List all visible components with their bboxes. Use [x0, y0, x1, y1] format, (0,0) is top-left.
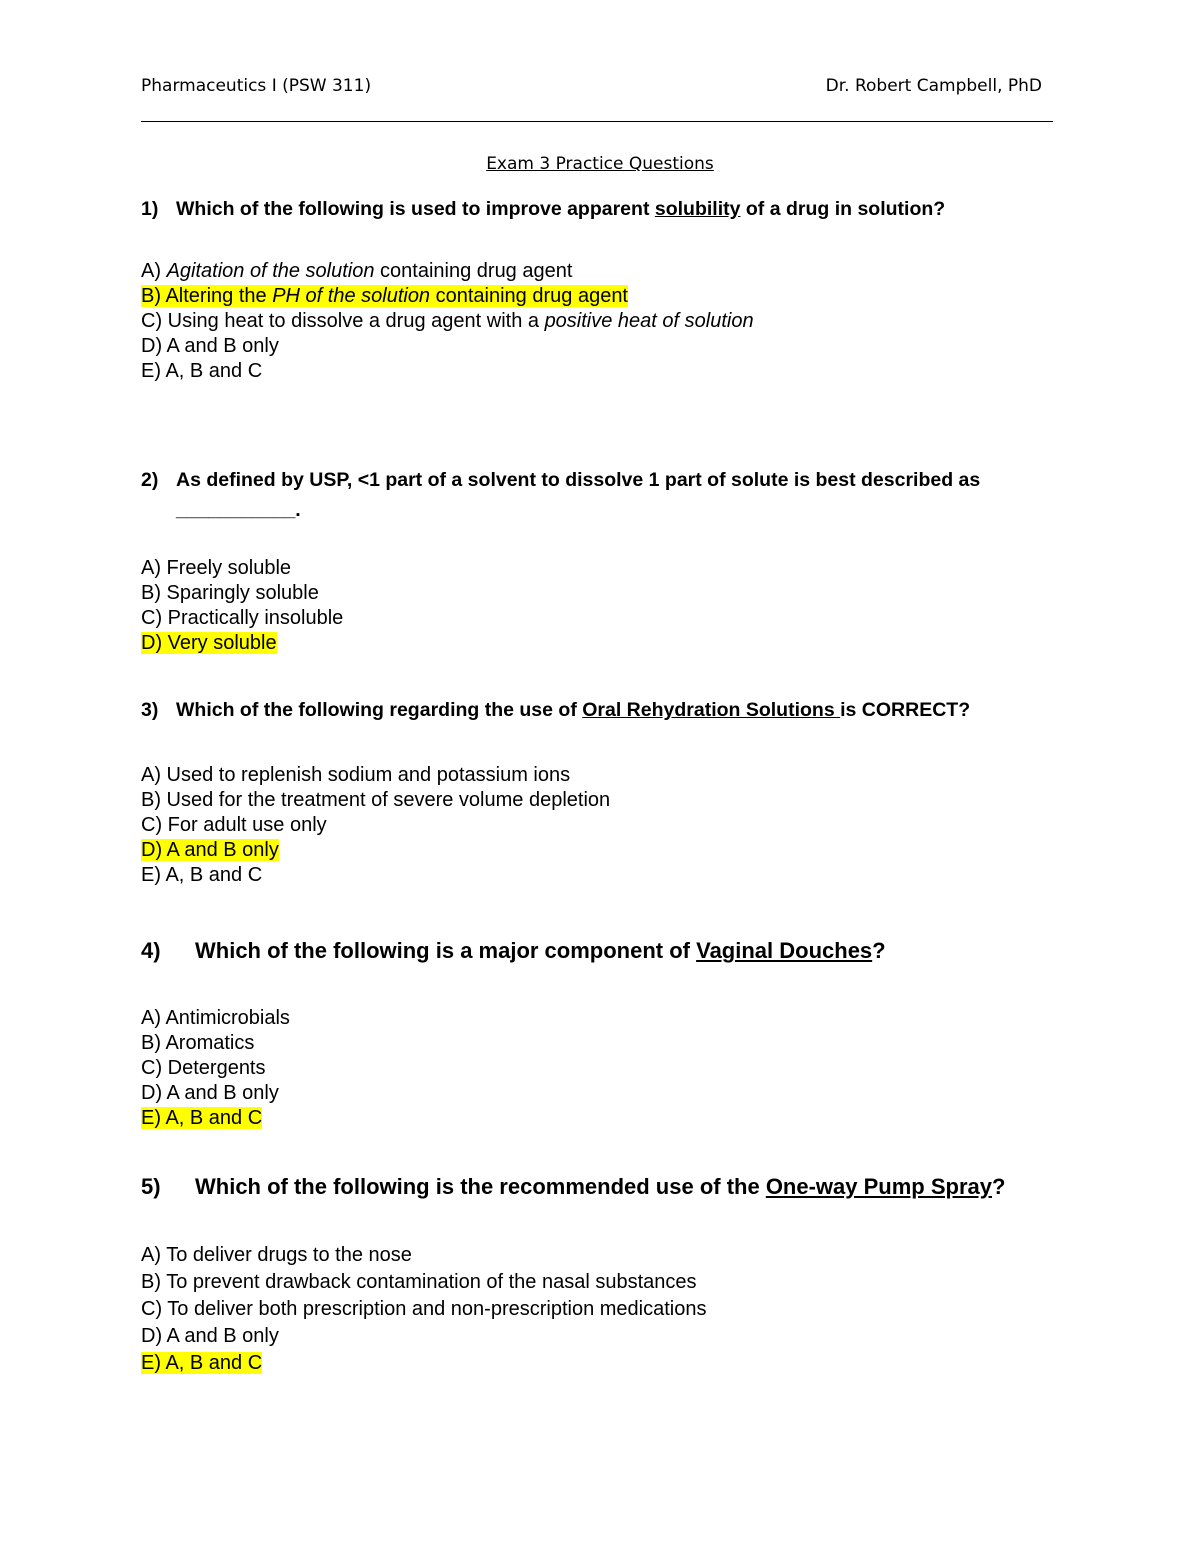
- option-b: B) Used for the treatment of severe volume depletion: [141, 789, 611, 811]
- question-number: 2): [141, 469, 159, 491]
- option-c: C) To deliver both prescription and non-prescription medications: [141, 1298, 707, 1320]
- option-d-answer: [141, 838, 610, 863]
- answer-highlight: D) A and B only: [141, 839, 279, 861]
- option-a: A) Antimicrobials: [141, 1007, 290, 1029]
- question-3-options: [141, 763, 610, 888]
- question-4-options: [141, 1006, 290, 1131]
- option-c: C) Practically insoluble: [141, 607, 344, 629]
- answer-highlight: E) A, B and C: [141, 1352, 263, 1374]
- answer-highlight: E) A, B and C: [141, 1107, 263, 1129]
- question-text: As defined by USP, <1 part of a solvent to dissolve 1 part of solute is best described as ___________.: [176, 469, 981, 521]
- question-number: 3): [141, 699, 159, 721]
- answer-highlight: D) Very soluble: [141, 632, 277, 654]
- option-d-answer: [141, 631, 343, 656]
- option-d: D) A and B only: [141, 1082, 279, 1104]
- page-title: Exam 3 Practice Questions: [486, 154, 714, 174]
- option-d: D) A and B only: [141, 1325, 279, 1347]
- question-4: [141, 936, 1081, 966]
- underlined-term: One-way Pump Spray: [765, 1174, 992, 1199]
- underlined-term: Oral Rehydration Solutions: [582, 699, 841, 721]
- option-b: B) Sparingly soluble: [141, 582, 319, 604]
- option-a: A) Freely soluble: [141, 557, 292, 579]
- instructor-name: Dr. Robert Campbell, PhD: [825, 76, 1042, 96]
- header-divider: [141, 121, 1053, 122]
- question-2-options: [141, 556, 343, 656]
- underlined-term: solubility: [654, 198, 741, 220]
- option-d: D) A and B only: [141, 335, 279, 357]
- question-number: 1): [141, 198, 159, 220]
- option-e: E) A, B and C: [141, 360, 263, 382]
- course-title: Pharmaceutics I (PSW 311): [141, 76, 372, 96]
- option-c: C) Using heat to dissolve a drug agent with a positive heat of solution: [141, 310, 754, 332]
- question-2: [141, 465, 1071, 525]
- answer-highlight: B) Altering the PH of the solution containing drug agent: [141, 285, 628, 307]
- option-e-answer: [141, 1350, 706, 1377]
- question-number: 5): [141, 1174, 161, 1199]
- option-a: A) To deliver drugs to the nose: [141, 1244, 412, 1266]
- question-text: Which of the following is a major component of Vaginal Douches?: [195, 938, 886, 963]
- option-b: B) Aromatics: [141, 1032, 255, 1054]
- underlined-term: Vaginal Douches: [696, 938, 873, 963]
- option-b: B) To prevent drawback contamination of the nasal substances: [141, 1271, 697, 1293]
- option-c: C) Detergents: [141, 1057, 266, 1079]
- question-number: 4): [141, 938, 161, 963]
- question-5: [141, 1172, 1081, 1202]
- question-text: Which of the following regarding the use of Oral Rehydration Solutions is CORRECT?: [176, 699, 971, 721]
- question-1-options: [141, 259, 754, 384]
- option-e-answer: [141, 1106, 290, 1131]
- question-text: Which of the following is used to improve apparent solubility of a drug in solution?: [176, 198, 946, 220]
- option-b-answer: [141, 284, 754, 309]
- question-1: [141, 194, 1081, 224]
- option-c: C) For adult use only: [141, 814, 327, 836]
- option-a: A) Used to replenish sodium and potassium ions: [141, 764, 571, 786]
- question-3: [141, 695, 1081, 725]
- option-a: A) Agitation of the solution containing drug agent: [141, 260, 573, 282]
- question-text: Which of the following is the recommended use of the One-way Pump Spray?: [195, 1174, 1006, 1199]
- question-5-options: [141, 1242, 706, 1377]
- option-e: E) A, B and C: [141, 864, 263, 886]
